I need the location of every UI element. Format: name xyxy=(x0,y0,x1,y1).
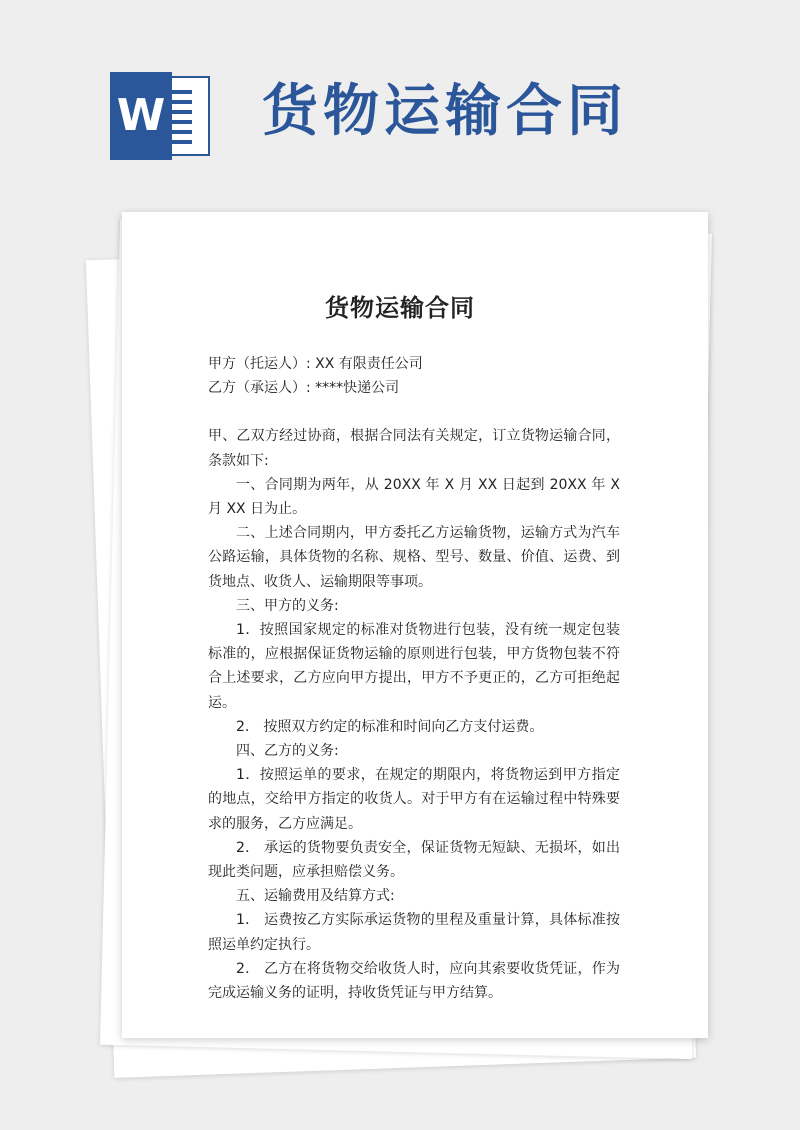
word-icon-letter: W xyxy=(110,72,172,160)
intro-paragraph: 甲、乙双方经过协商，根据合同法有关规定，订立货物运输合同，条款如下: xyxy=(208,428,620,469)
clause-paragraph: 2． 乙方在将货物交给收货人时，应向其索要收货凭证，作为完成运输义务的证明，持收货凭证与甲方结算。 xyxy=(208,960,620,1002)
clause-paragraph: 2． 按照双方约定的标准和时间向乙方支付运费。 xyxy=(236,718,544,735)
clause-paragraph: 2． 承运的货物要负责安全，保证货物无短缺、无损坏，如出现此类问题，应承担赔偿义务。 xyxy=(208,839,620,881)
section-heading: 四、乙方的义务: xyxy=(236,743,339,760)
word-document-icon xyxy=(110,72,212,160)
party-a-line: 甲方（托运人）: XX 有限责任公司 xyxy=(208,356,423,372)
document-body xyxy=(208,352,620,1005)
clause-paragraph: 1． 运费按乙方实际承运货物的里程及重量计算，具体标准按照运单约定执行。 xyxy=(208,912,620,953)
clause-paragraph: 一、合同期为两年，从 20XX 年 X 月 XX 日起到 20XX 年 X 月 XX 日为止。 xyxy=(208,476,620,518)
clause-paragraph: 1．按照国家规定的标准对货物进行包装，没有统一规定包装标准的，应根据保证货物运输的原则进行包装，甲方货物包装不符合上述要求，乙方应向甲方提出，甲方不予更正的，乙方可拒绝起运。 xyxy=(208,622,620,711)
section-heading: 五、运输费用及结算方式: xyxy=(236,888,395,905)
party-b-line: 乙方（承运人）: ****快递公司 xyxy=(208,380,400,397)
section-heading: 三、甲方的义务: xyxy=(236,597,339,614)
clause-paragraph: 1．按照运单的要求，在规定的期限内，将货物运到甲方指定的地点，交给甲方指定的收货人。对于甲方有在运输过程中特殊要求的服务，乙方应满足。 xyxy=(208,767,620,832)
clause-paragraph: 二、上述合同期内，甲方委托乙方运输货物，运输方式为汽车公路运输，具体货物的名称、规格、型号、数量、价值、运费、到货地点、收货人、运输期限等事项。 xyxy=(208,525,620,590)
banner-title: 货物运输合同 xyxy=(262,79,628,144)
banner xyxy=(0,0,800,190)
document-title: 货物运输合同 xyxy=(325,294,475,322)
